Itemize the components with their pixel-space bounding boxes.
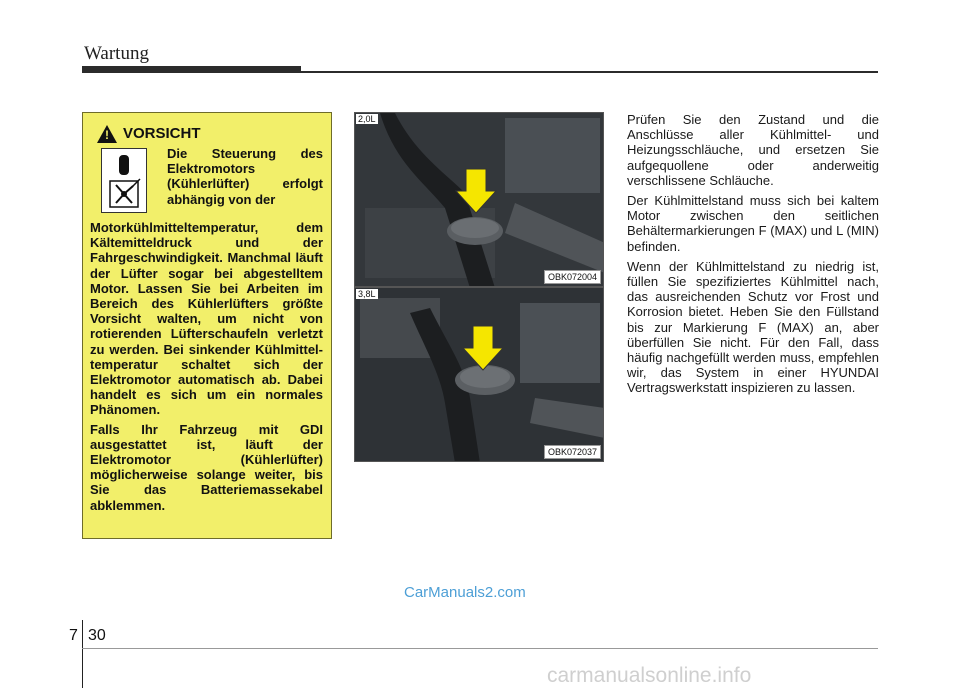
fan-warning-icon (101, 148, 147, 213)
section-title: Wartung (84, 43, 149, 64)
main-text (627, 112, 879, 401)
footer-rule (82, 648, 878, 649)
engine-label: 3,8L (358, 289, 376, 299)
caution-intro: Die Steuerung des Elektromotors (Kühlerlüfter) erfolgt abhängig von der (167, 146, 323, 207)
header-rule-thin (300, 71, 878, 73)
caution-paragraph: Motorkühlmitteltemperatur, dem Kältemitteldruck und der Fahrgeschwindigkeit. Manchmal läuft der Lüfter sogar bei abgestelltem Motor. Lassen Sie bei Arbeiten im Bereich des Kühlerlüfters größte Vorsicht walten, um nicht von rotierenden Lüfterschaufeln verletzt zu werden. Bei sinkender Kühlmittel-temperatur schaltet sich der Elektromotor automatisch ab. Dabei handelt es sich um ein normales Phänomen. (90, 220, 323, 418)
image-code: OBK072004 (544, 270, 601, 284)
caution-body (90, 220, 323, 517)
body-paragraph: Prüfen Sie den Zustand und die Anschlüsse aller Kühlmittel- und Heizungsschläuche, und ersetzen Sie aufgequollene oder anderweitig verschlissene Schläuche. (627, 112, 879, 188)
caution-label: VORSICHT (123, 125, 201, 142)
caution-paragraph: Falls Ihr Fahrzeug mit GDI ausgestattet ist, läuft der Elektromotor (Kühlerlüfter) möglicherweise solange weiter, bis Sie das Batteriemassekabel abklemmen. (90, 421, 323, 513)
warning-triangle-icon (97, 125, 117, 143)
engine-bay-illustration (355, 288, 604, 462)
engine-bay-illustration (355, 113, 604, 287)
header-rule-thick (82, 66, 301, 73)
image-code: OBK072037 (544, 445, 601, 459)
body-paragraph: Wenn der Kühlmittelstand zu niedrig ist, füllen Sie spezifiziertes Kühlmittel nach, das ausreichenden Schutz vor Frost und Korrosion bietet. Heben Sie den Füllstand bis zur Markierung F (MAX) an, aber überfüllen Sie nicht. Für den Fall, dass häufig nachgefüllt werden muss, empfehlen wir, das System in einer HYUNDAI Vertragswerkstatt inspizieren zu lassen. (627, 258, 879, 396)
caution-box (82, 112, 332, 539)
watermark-link[interactable]: CarManuals2.com (404, 584, 526, 601)
engine-photo-2-0l (354, 112, 604, 287)
footer-divider (82, 620, 83, 688)
chapter-number: 7 (69, 627, 78, 644)
engine-label: 2,0L (358, 114, 376, 124)
engine-photo-3-8l (354, 287, 604, 462)
page-number: 30 (88, 627, 106, 644)
body-paragraph: Der Kühlmittelstand muss sich bei kaltem Motor zwischen den seitlichen Behältermarkierungen F (MAX) und L (MIN) befinden. (627, 193, 879, 254)
watermark-footer: carmanualsonline.info (547, 664, 752, 687)
